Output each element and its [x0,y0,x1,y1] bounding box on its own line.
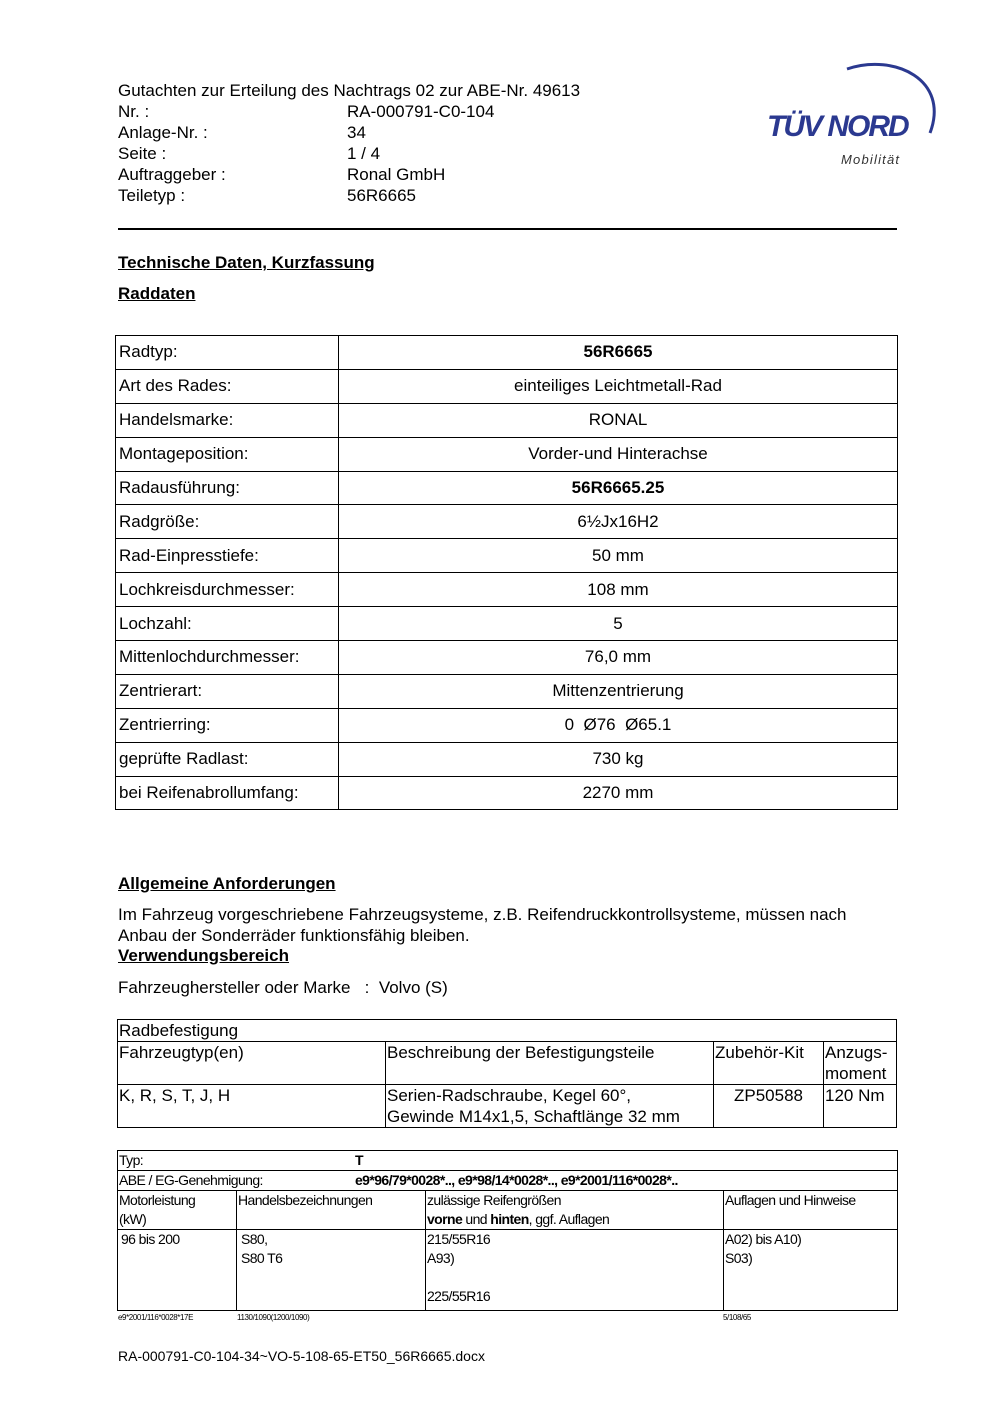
table-row [116,573,898,607]
raddaten-label: Radgröße: [116,505,339,539]
befestigung-header-moment [824,1042,897,1085]
raddaten-table [115,335,898,810]
befestigung-header-moment-1: Anzugs- [825,1043,888,1062]
typ-header-reifen-hinten: hinten [490,1211,529,1227]
table-row [116,471,898,505]
table-row [116,674,898,708]
abe-value: e9*96/79*0028*.., e9*98/14*0028*.., e9*2001/116*0028*.. [355,1172,678,1188]
typ-header-motor [118,1191,237,1230]
table-row [116,539,898,573]
raddaten-label: Handelsmarke: [116,403,339,437]
tuv-nord-logo [765,55,945,170]
raddaten-label: geprüfte Radlast: [116,742,339,776]
raddaten-value: 108 mm [339,573,898,607]
table-row [118,1191,898,1230]
raddaten-label: Lochzahl: [116,607,339,641]
raddaten-label: Zentrierart: [116,674,339,708]
raddaten-label: Zentrierring: [116,708,339,742]
typ-value: T [355,1152,363,1168]
header-label: Nr. : [118,102,150,121]
typ-handel-2: S80 T6 [241,1250,283,1266]
typ-header-handel: Handelsbezeichnungen [237,1191,426,1230]
logo-sub-text: Mobilität [841,152,901,167]
typ-reifen-1: 215/55R16 [427,1231,491,1247]
table-row [116,336,898,370]
typ-label: Typ: [119,1152,144,1168]
header-row-anlage [118,122,580,143]
header-divider [118,228,897,230]
header-row-teiletyp [118,185,580,206]
typ-handel [237,1230,426,1311]
table-row [118,1151,898,1171]
raddaten-value: RONAL [339,403,898,437]
section-heading-allgemein: Allgemeine Anforderungen [118,874,336,893]
typ-header-motor-2: (kW) [119,1211,147,1227]
typ-auflagen-2: S03) [725,1250,753,1266]
typ-header-reifen-vorne: vorne [427,1211,463,1227]
raddaten-value: 2270 mm [339,776,898,810]
befestigung-typen: K, R, S, T, J, H [118,1085,386,1128]
typ-handel-1: S80, [241,1231,268,1247]
typ-header-reifen-und: und [462,1211,491,1227]
raddaten-value: 56R6665.25 [339,471,898,505]
raddaten-value: 0 Ø76 Ø65.1 [339,708,898,742]
footer-filename: RA-000791-C0-104-34~VO-5-108-65-ET50_56R6665.docx [118,1348,485,1364]
document-header [118,80,580,206]
hersteller-separator: : [364,978,370,997]
table-row [118,1171,898,1191]
typ-motor: 96 bis 200 [118,1230,237,1311]
raddaten-label: Art des Rades: [116,369,339,403]
table-row [116,708,898,742]
header-row-auftraggeber [118,164,580,185]
abe-row [118,1171,898,1191]
table-row [116,641,898,675]
befestigung-title: Radbefestigung [118,1020,897,1042]
raddaten-label: Montageposition: [116,437,339,471]
allgemein-text: Im Fahrzeug vorgeschriebene Fahrzeugsysteme, z.B. Reifendruckkontrollsysteme, müssen nach Anbau der Sonderräder funktionsfähig bleiben. [118,905,847,945]
table-row [116,742,898,776]
small-note-2: 1130/1090(1200/1090) [237,1313,310,1322]
raddaten-value: 50 mm [339,539,898,573]
table-row [116,607,898,641]
header-value: 34 [347,123,366,142]
document-title: Gutachten zur Erteilung des Nachtrags 02 zur ABE-Nr. 49613 [118,81,581,100]
table-row [118,1085,897,1128]
small-note-1: e9*2001/116*0028*17E [118,1313,194,1322]
section-heading-verwendung: Verwendungsbereich [118,946,289,965]
befestigung-beschreibung-1: Serien-Radschraube, Kegel 60°, [387,1086,632,1105]
typ-auflagen [724,1230,898,1311]
raddaten-value: 76,0 mm [339,641,898,675]
abe-label: ABE / EG-Genehmigung: [119,1172,263,1188]
hersteller-value: Volvo (S) [378,978,448,997]
table-row [116,505,898,539]
typ-header-reifen-rest: , ggf. Auflagen [528,1211,610,1227]
table-row [118,1020,897,1042]
radbefestigung-table [117,1019,897,1128]
raddaten-value: 5 [339,607,898,641]
raddaten-label: bei Reifenabrollumfang: [116,776,339,810]
raddaten-label: Radtyp: [116,336,339,370]
header-value: RA-000791-C0-104 [347,102,495,121]
befestigung-kit: ZP50588 [714,1085,824,1128]
typ-row [118,1151,898,1171]
header-label: Auftraggeber : [118,165,226,184]
typ-reifen-2: A93) [427,1250,455,1266]
typ-header-reifen [426,1191,724,1230]
befestigung-moment: 120 Nm [824,1085,897,1128]
table-row [118,1230,898,1311]
table-row [116,437,898,471]
befestigung-header-beschreibung: Beschreibung der Befestigungsteile [386,1042,714,1085]
table-row [118,1042,897,1085]
header-label: Teiletyp : [118,186,186,205]
befestigung-header-typen: Fahrzeugtyp(en) [118,1042,386,1085]
header-row-seite [118,143,580,164]
logo-brand-text: TÜV NORD [767,110,908,143]
befestigung-header-moment-2: moment [825,1064,887,1083]
raddaten-value: Mittenzentrierung [339,674,898,708]
logo-graphic [765,55,945,170]
header-label: Anlage-Nr. : [118,123,208,142]
typ-reifen-3: 225/55R16 [427,1288,491,1304]
typ-header-reifen-1: zulässige Reifengrößen [427,1192,561,1208]
befestigung-beschreibung-2: Gewinde M14x1,5, Schaftlänge 32 mm [387,1107,680,1126]
hersteller-line [118,978,448,998]
hersteller-label: Fahrzeughersteller oder Marke [118,978,351,997]
raddaten-label: Lochkreisdurchmesser: [116,573,339,607]
raddaten-value: 730 kg [339,742,898,776]
raddaten-label: Rad-Einpresstiefe: [116,539,339,573]
typ-auflagen-1: A02) bis A10) [725,1231,802,1247]
header-row-nr [118,101,580,122]
table-row [116,369,898,403]
typ-header-auflagen: Auflagen und Hinweise [724,1191,898,1230]
raddaten-value: 56R6665 [339,336,898,370]
section-heading-tech: Technische Daten, Kurzfassung [118,253,375,272]
small-note-3: 5/108/65 [723,1313,751,1322]
raddaten-value: einteiliges Leichtmetall-Rad [339,369,898,403]
typ-table [117,1150,898,1311]
raddaten-label: Mittenlochdurchmesser: [116,641,339,675]
raddaten-value: Vorder-und Hinterachse [339,437,898,471]
befestigung-header-kit: Zubehör-Kit [714,1042,824,1085]
raddaten-value: 6½Jx16H2 [339,505,898,539]
typ-header-motor-1: Motorleistung [119,1192,196,1208]
table-row [116,776,898,810]
befestigung-beschreibung [386,1085,714,1128]
raddaten-label: Radausführung: [116,471,339,505]
section-heading-raddaten: Raddaten [118,284,196,303]
table-row [116,403,898,437]
typ-reifen [426,1230,724,1311]
header-value: Ronal GmbH [347,165,446,184]
header-value: 56R6665 [347,186,417,205]
header-label: Seite : [118,144,167,163]
header-value: 1 / 4 [347,144,381,163]
